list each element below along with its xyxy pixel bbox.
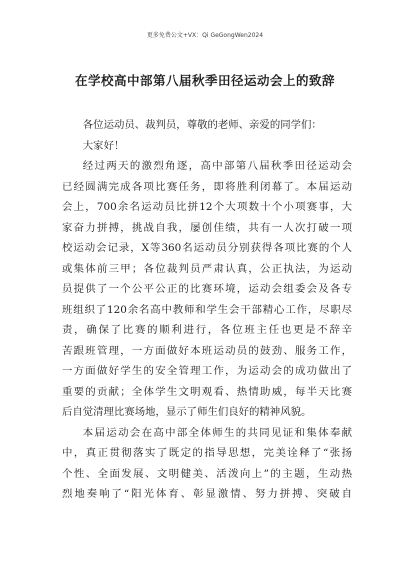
paragraph-line: 一方面做好学生的安全管理工作，为运动会的成功做出了 <box>62 365 352 377</box>
paragraph-line: 家奋力拼搏，挑战自我，屡创佳绩，共有一人次打破一项 <box>62 221 352 234</box>
paragraph-line: 本届运动会在高中部全体师生的共同见证和集体奉献 <box>82 426 352 439</box>
paragraph-line: 后自觉清理比赛场地，显示了师生们良好的精神风貌。 <box>62 406 312 418</box>
paragraph-line: 烈地奏响了“阳光体育、彰显激情、努力拼搏、突破自 <box>62 488 352 500</box>
greeting: 大家好！ <box>82 139 125 152</box>
paragraph-line: 重要的贡献；全体学生文明观看、热情助威，每半天比赛 <box>62 385 352 398</box>
salutation: 各位运动员、裁判员，尊敬的老师、亲爱的同学们： <box>82 119 322 131</box>
paragraph-line: 已经圆满完成各项比赛任务，即将胜利闭幕了。本届运动 <box>62 180 352 193</box>
page-title: 在学校高中部第八届秋季田径运动会上的致辞 <box>74 73 335 88</box>
document-body <box>62 115 352 505</box>
paragraph-line: 班组织了120余名高中教师和学生会干部精心工作，尽职尽 <box>62 303 352 316</box>
paragraph-line: 个性、全面发展、文明健美、活泼向上”的主题，生动热 <box>62 467 352 480</box>
paragraph-line: 或集体前三甲；各位裁判员严肃认真，公正执法，为运动 <box>62 262 352 275</box>
paragraph-line: 中，真正贯彻落实了既定的指导思想，完美诠释了“张扬 <box>62 447 352 459</box>
paragraph-line: 会上，700余名运动员比拼12个大项数十个小项赛事，大 <box>62 201 352 213</box>
paragraph-line: 责，确保了比赛的顺利进行，各位班主任也更是不辞辛 <box>62 324 352 336</box>
page-header-note: 更多免费公文+VX：Qi GeGongWen2024 <box>146 32 264 39</box>
paragraph-line: 校运动会记录，X等360名运动员分别获得各项比赛的个人 <box>62 242 352 254</box>
paragraph-line: 员提供了一个公平公正的比赛环境，运动会组委会及各专 <box>62 283 352 295</box>
paragraph-line: 苦跟班管理，一方面做好本班运动员的鼓劲、服务工作， <box>62 344 352 357</box>
paragraph-line: 经过两天的激烈角逐，高中部第八届秋季田径运动会 <box>82 160 352 172</box>
